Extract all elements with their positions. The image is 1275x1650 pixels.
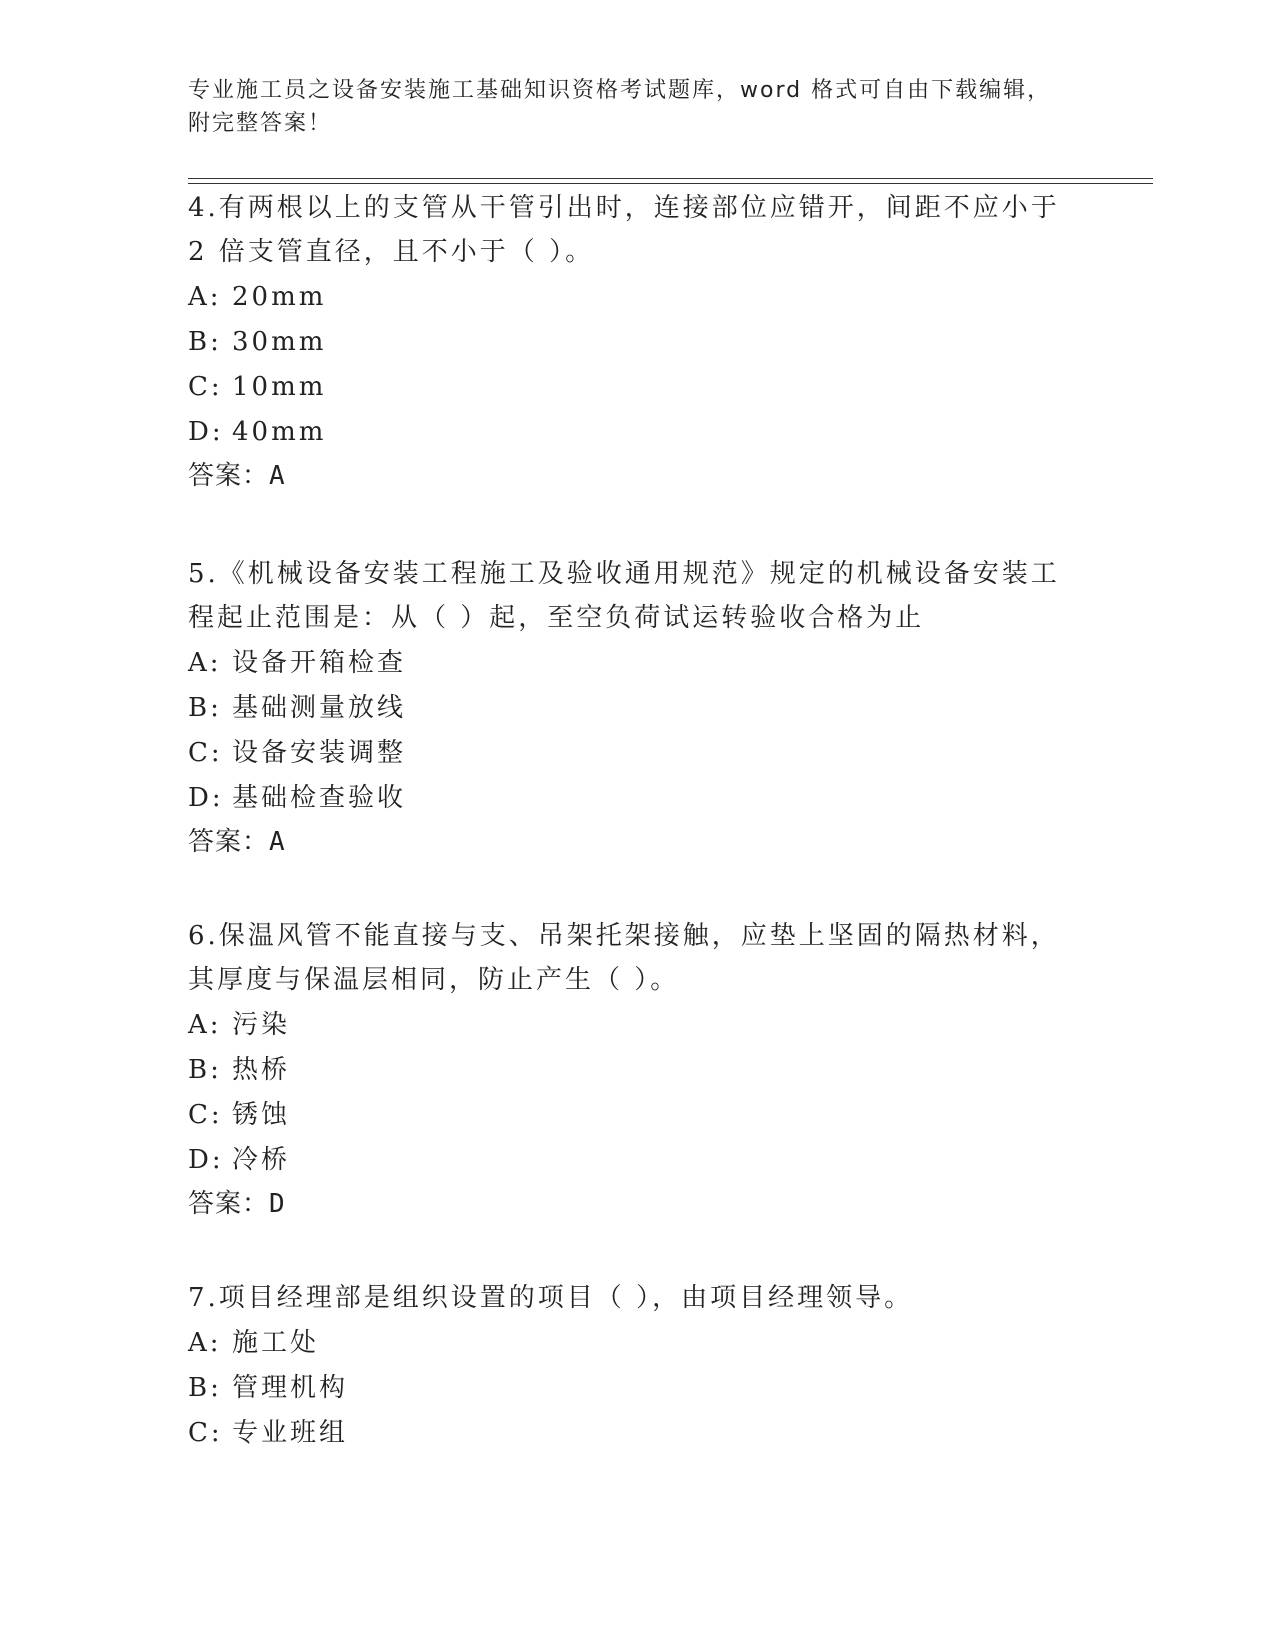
answer-value: A (269, 827, 286, 857)
option-text: 施工处 (232, 1328, 320, 1358)
question-stem-line: 4.有两根以上的支管从干管引出时，连接部位应错开，间距不应小于 (188, 193, 1060, 223)
option-text: 锈蚀 (232, 1100, 291, 1130)
question-7 (188, 1276, 1068, 1455)
option-d (188, 776, 1068, 820)
option-text: 热桥 (232, 1055, 291, 1085)
option-c (188, 731, 1068, 775)
option-text: 专业班组 (232, 1418, 349, 1448)
question-stem-line: 2 倍支管直径，且不小于（ ）。 (188, 237, 595, 267)
option-a (188, 275, 1068, 319)
option-key: D: (188, 1145, 224, 1175)
option-key: C: (188, 1100, 223, 1130)
option-b (188, 686, 1068, 730)
option-a (188, 1321, 1068, 1365)
option-key: A: (188, 1328, 222, 1358)
option-text: 管理机构 (232, 1373, 349, 1403)
question-stem-line: 7.项目经理部是组织设置的项目（ ），由项目经理领导。 (188, 1283, 914, 1313)
option-key: A: (188, 648, 222, 678)
option-key: D: (188, 783, 224, 813)
answer-label: 答案： (188, 461, 270, 491)
question-stem-line: 其厚度与保温层相同，防止产生（ ）。 (188, 965, 680, 995)
option-text: 20mm (232, 282, 327, 312)
option-key: A: (188, 282, 222, 312)
header-title-line-1: 专业施工员之设备安装施工基础知识资格考试题库，word 格式可自由下载编辑， (188, 78, 1052, 103)
answer-line (188, 820, 1068, 864)
option-key: D: (188, 417, 224, 447)
option-c (188, 365, 1068, 409)
answer-value: D (269, 1189, 286, 1219)
option-text: 设备安装调整 (232, 738, 407, 768)
question-5 (188, 552, 1068, 864)
option-text: 10mm (232, 372, 327, 402)
question-stem-line: 程起止范围是：从（ ）起，至空负荷试运转验收合格为止 (188, 603, 925, 633)
header-divider-bottom (188, 183, 1153, 184)
option-key: B: (188, 693, 222, 723)
option-key: B: (188, 1055, 222, 1085)
question-stem-line: 6.保温风管不能直接与支、吊架托架接触，应垫上坚固的隔热材料， (188, 921, 1060, 951)
option-key: A: (188, 1010, 222, 1040)
option-text: 设备开箱检查 (232, 648, 407, 678)
option-key: C: (188, 738, 223, 768)
answer-label: 答案： (188, 827, 270, 857)
answer-label: 答案： (188, 1189, 270, 1219)
option-text: 污染 (232, 1010, 291, 1040)
option-d (188, 410, 1068, 454)
option-key: C: (188, 372, 223, 402)
answer-value: A (269, 461, 286, 491)
answer-line (188, 454, 1068, 498)
document-header (188, 74, 1068, 140)
question-6 (188, 914, 1068, 1226)
option-b (188, 1366, 1068, 1410)
option-text: 40mm (232, 417, 327, 447)
option-text: 30mm (232, 327, 327, 357)
option-b (188, 1048, 1068, 1092)
header-divider-top (188, 178, 1153, 179)
option-d (188, 1138, 1068, 1182)
option-text: 基础测量放线 (232, 693, 407, 723)
option-a (188, 1003, 1068, 1047)
header-title-line-2: 附完整答案！ (188, 111, 333, 136)
option-b (188, 320, 1068, 364)
option-a (188, 641, 1068, 685)
option-key: C: (188, 1418, 223, 1448)
option-key: B: (188, 327, 222, 357)
question-4 (188, 186, 1068, 498)
option-c (188, 1411, 1068, 1455)
option-key: B: (188, 1373, 222, 1403)
option-c (188, 1093, 1068, 1137)
option-text: 冷桥 (232, 1145, 291, 1175)
option-text: 基础检查验收 (232, 783, 407, 813)
answer-line (188, 1182, 1068, 1226)
question-stem-line: 5.《机械设备安装工程施工及验收通用规范》规定的机械设备安装工 (188, 559, 1060, 589)
